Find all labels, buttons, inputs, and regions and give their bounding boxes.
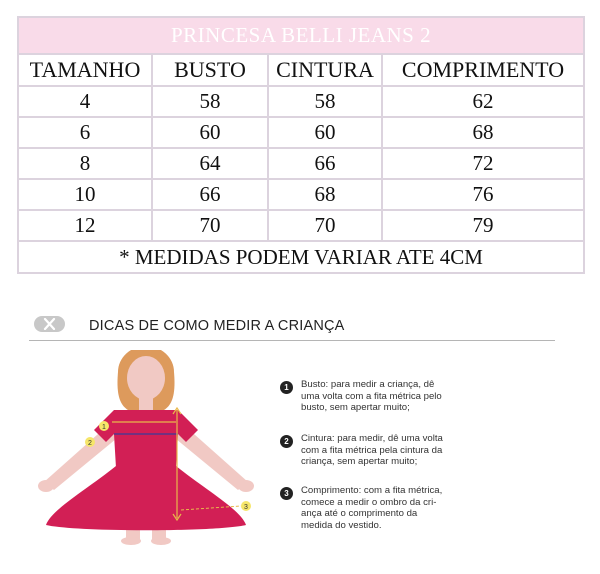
cell-tamanho: 12	[18, 210, 152, 241]
cell-cintura: 68	[268, 179, 382, 210]
step-cintura	[280, 433, 540, 468]
cell-comprimento: 79	[382, 210, 584, 241]
table-row	[18, 210, 584, 241]
size-table	[17, 16, 585, 274]
cell-tamanho: 8	[18, 148, 152, 179]
cell-tamanho: 10	[18, 179, 152, 210]
cell-tamanho: 4	[18, 86, 152, 117]
table-note-row	[18, 241, 584, 273]
table-header-row	[18, 54, 584, 86]
cell-comprimento: 62	[382, 86, 584, 117]
cell-busto: 58	[152, 86, 268, 117]
marker-3	[241, 501, 251, 511]
cell-comprimento: 76	[382, 179, 584, 210]
step-text: Cintura: para medir, dê uma volta com a fita métrica pela cintura da criança, sem apertar muito;	[301, 433, 443, 467]
cell-busto: 60	[152, 117, 268, 148]
step-busto	[280, 379, 540, 414]
step-number-badge: 3	[280, 487, 293, 500]
step-text: Comprimento: com a fita métrica, comece a medir o ombro da cri- ança até o comprimento da medida do vestido.	[301, 485, 443, 531]
marker-2	[85, 437, 95, 447]
header-busto: BUSTO	[152, 54, 268, 86]
svg-text:3: 3	[244, 504, 248, 511]
measuring-guide	[0, 300, 600, 574]
table-note: * MEDIDAS PODEM VARIAR ATE 4CM	[18, 241, 584, 273]
cell-comprimento: 72	[382, 148, 584, 179]
child-dress-illustration	[36, 350, 266, 545]
header-cintura: CINTURA	[268, 54, 382, 86]
table-title-row	[18, 17, 584, 54]
step-comprimento	[280, 485, 540, 531]
guide-title: DICAS DE COMO MEDIR A CRIANÇA	[89, 318, 345, 334]
step-text: Busto: para medir a criança, dê uma volta com a fita métrica pelo busto, sem apertar muito;	[301, 379, 442, 413]
table-title: PRINCESA BELLI JEANS 2	[18, 17, 584, 54]
cell-busto: 66	[152, 179, 268, 210]
close-icon[interactable]	[34, 316, 65, 332]
divider	[29, 340, 555, 341]
header-tamanho: TAMANHO	[18, 54, 152, 86]
svg-text:2: 2	[88, 440, 92, 447]
table-row	[18, 179, 584, 210]
cell-comprimento: 68	[382, 117, 584, 148]
step-number-badge: 1	[280, 381, 293, 394]
table-row	[18, 117, 584, 148]
table-row	[18, 148, 584, 179]
cell-busto: 64	[152, 148, 268, 179]
cell-cintura: 70	[268, 210, 382, 241]
header-comprimento: COMPRIMENTO	[382, 54, 584, 86]
marker-1	[99, 421, 109, 431]
svg-text:1: 1	[102, 424, 106, 431]
cell-busto: 70	[152, 210, 268, 241]
step-number-badge: 2	[280, 435, 293, 448]
table-row	[18, 86, 584, 117]
cell-cintura: 66	[268, 148, 382, 179]
cell-cintura: 58	[268, 86, 382, 117]
cell-cintura: 60	[268, 117, 382, 148]
cell-tamanho: 6	[18, 117, 152, 148]
